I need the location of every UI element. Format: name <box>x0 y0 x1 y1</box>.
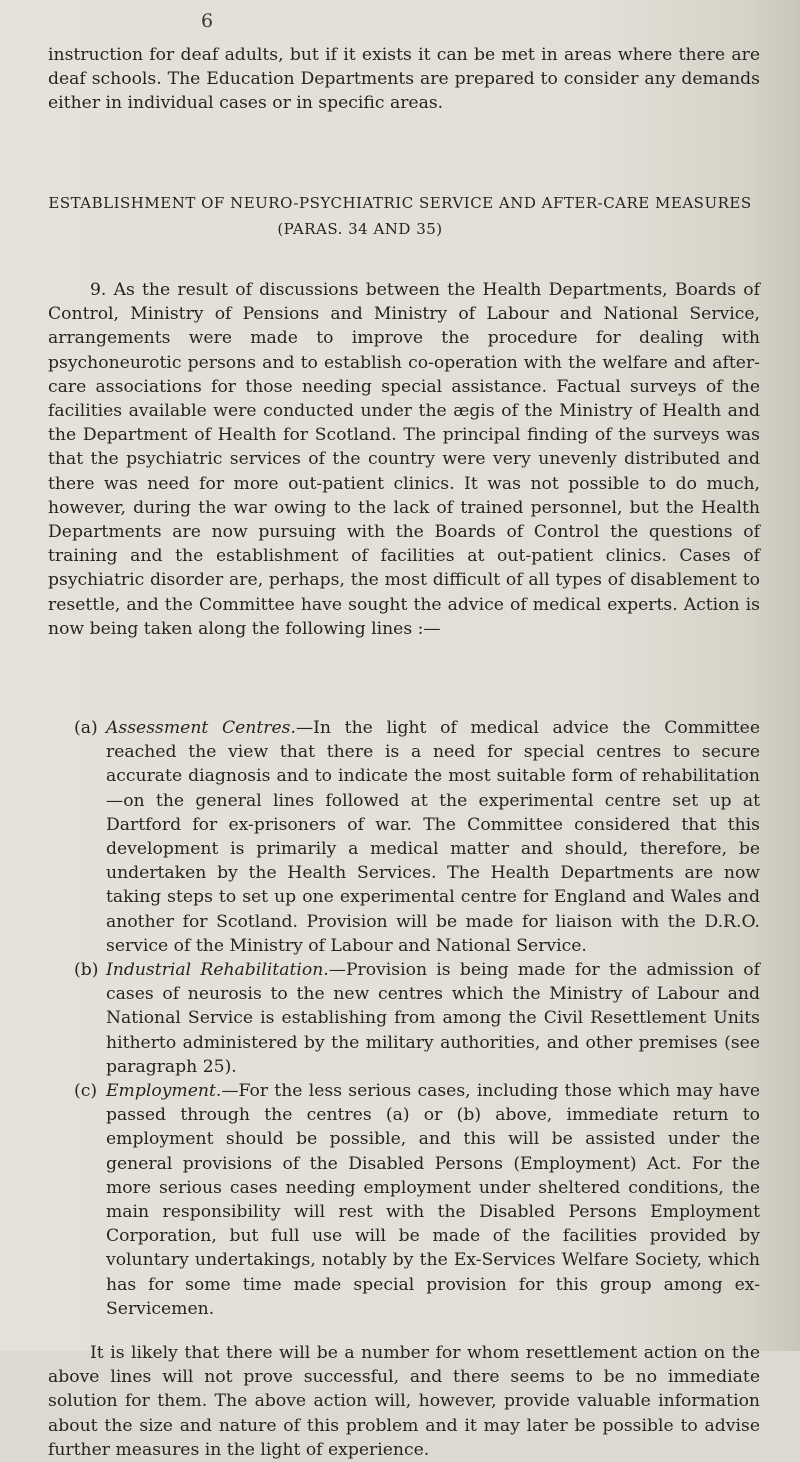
intro-paragraph: instruction for deaf adults, but if it exists it can be met in areas where there are deaf schools. The Education Departments are prepared to consider any demands either in individual cases or in specific areas. <box>48 45 760 114</box>
list-item-marker: (a) <box>74 718 98 738</box>
list-item <box>48 1079 760 1321</box>
section-heading-paras: (PARAS. 34 AND 35) <box>277 220 443 238</box>
list-item-text: —In the light of medical advice the Committee reached the view that there is a need for special centres to secure accurate diagnosis and to indicate the most suitable form of rehabilitation—on the general lines followed at the experimental centre set up at Dartford for ex-prisoners of war. The Committee considered that this development is primarily a medical matter and should, therefore, be undertaken by the Health Services. The Health Departments are now taking steps to set up one experimental centre for England and Wales and another for Scotland. Provision will be made for liaison with the D.R.O. service of the Ministry of Labour and National Service. <box>106 718 760 956</box>
list-item <box>48 958 760 1079</box>
list-item-heading: Employment. <box>106 1081 222 1101</box>
section-heading <box>40 190 760 242</box>
list-item-text: —For the less serious cases, including those which may have passed through the centres (a) or (b) above, immediate return to employment should be possible, and this will be assisted under the general provisions of the Disabled Persons (Employment) Act. For the more serious cases needing employment under sheltered conditions, the main responsibility will rest with the Disabled Persons Employment Corporation, but full use will be made of the facilities provided by voluntary undertakings, notably by the Ex-Services Welfare Society, which has for some time made special provision for this group among ex-Servicemen. <box>106 1081 760 1319</box>
paragraph-9: 9. As the result of discussions between the Health Departments, Boards of Control, Ministry of Pensions and Ministry of Labour and National Service, arrangements were made to improve the procedure for dealing with psychoneurotic persons and to establish co-operation with the welfare and after-care associations for those needing special assistance. Factual surveys of the facilities available were conducted under the ægis of the Ministry of Health and the Department of Health for Scotland. The principal finding of the surveys was that the psychiatric services of the country were very unevenly distributed and there was need for more out-patient clinics. It was not possible to do much, however, during the war owing to the lack of trained personnel, but the Health Departments are now pursuing with the Boards of Control the questions of training and the establishment of facilities at out-patient clinics. Cases of psychiatric disorder are, perhaps, the most difficult of all types of disablement to resettle, and the Committee have sought the advice of medical experts. Action is now being taken along the following lines :— <box>48 280 760 639</box>
closing-paragraph: It is likely that there will be a number for whom resettlement action on the above lines will not prove successful, and there seems to be no immediate solution for them. The above action will, however, provide valuable information about the size and nature of this problem and it may later be possible to advise further measures in the light of experience. <box>48 1343 760 1460</box>
list-item-heading: Assessment Centres. <box>106 718 296 738</box>
page-number: 6 <box>200 10 214 32</box>
list-item <box>48 716 760 958</box>
list-item-marker: (b) <box>74 960 99 980</box>
section-heading-title: ESTABLISHMENT OF NEURO-PSYCHIATRIC SERVICE AND AFTER-CARE MEASURES <box>48 194 752 212</box>
list-item-text: —Provision is being made for the admission of cases of neurosis to the new centres which the Ministry of Labour and National Service is establishing from among the Civil Resettlement Units hitherto administered by the military authorities, and other premises (see paragraph 25). <box>106 960 760 1077</box>
list-item-heading: Industrial Rehabilitation. <box>106 960 329 980</box>
list-item-marker: (c) <box>74 1081 98 1101</box>
